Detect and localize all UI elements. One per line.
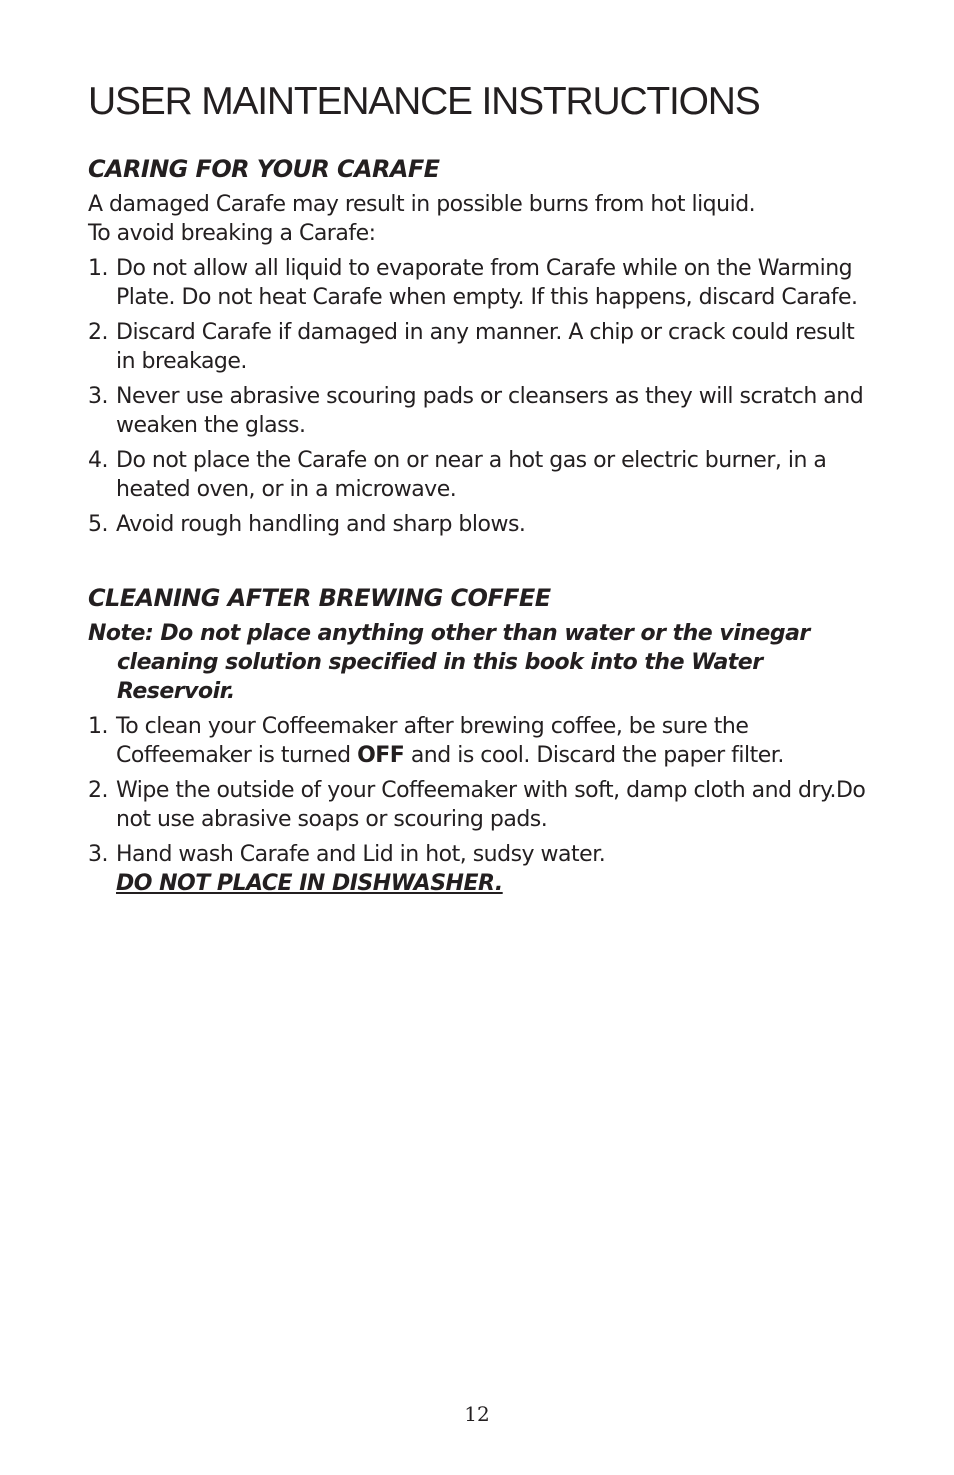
list-item [88,318,878,376]
list-item-text: Wipe the outside of your Coffeemaker with soft, damp cloth and dry.Do not use abrasive soaps or scouring pads. [116,778,866,832]
dishwasher-warning: DO NOT PLACE IN DISHWASHER. [116,871,503,896]
list-item-number: 5. [88,512,108,537]
list-item-text: Never use abrasive scouring pads or cleansers as they will scratch and weaken the glass. [116,384,864,438]
list-item-number: 2. [88,320,108,345]
list-item-text: Avoid rough handling and sharp blows. [116,512,526,537]
list-item-number: 2. [88,778,108,803]
cleaning-note: Note: Do not place anything other than water or the vinegar cleaning solution specified in this book into the Water Reservoir. [88,621,810,704]
list-item-number: 3. [88,384,108,409]
carafe-intro [88,190,878,248]
list-item-text: Do not place the Carafe on or near a hot gas or electric burner, in a heated oven, or in a microwave. [116,448,827,502]
list-item-text: Discard Carafe if damaged in any manner. A chip or crack could result in breakage. [116,320,855,374]
list-item [88,840,878,898]
carafe-intro-line-1: A damaged Carafe may result in possible burns from hot liquid. [88,192,756,217]
list-item-number: 3. [88,842,108,867]
carafe-section-heading: CARING FOR YOUR CARAFE [88,155,440,183]
list-item [88,776,878,834]
list-item-text-start: To clean your Coffeemaker after brewing coffee, be sure the Coffeemaker is turned [116,714,749,768]
document-page [88,78,878,904]
off-emphasis: OFF [357,743,405,768]
carafe-intro-line-2: To avoid breaking a Carafe: [88,221,376,246]
list-item-number: 1. [88,256,108,281]
list-item-number: 4. [88,448,108,473]
list-item [88,510,878,539]
section-spacer [88,545,878,583]
list-item-text-start: Hand wash Carafe and Lid in hot, sudsy water. [116,842,606,867]
list-item-text [116,712,878,770]
list-item [88,446,878,504]
cleaning-section-heading: CLEANING AFTER BREWING COFFEE [88,584,551,612]
list-item [88,254,878,312]
list-item-number: 1. [88,714,108,739]
list-item-text [116,840,878,898]
list-item [88,712,878,770]
list-item [88,382,878,440]
carafe-list [88,254,878,539]
list-item-text-end: and is cool. Discard the paper filter. [404,743,784,768]
list-item-text: Do not allow all liquid to evaporate from Carafe while on the Warming Plate. Do not heat Carafe when empty. If this happens, discard Carafe. [116,256,858,310]
page-number: 12 [464,1402,490,1426]
cleaning-list [88,712,878,898]
page-title: USER MAINTENANCE INSTRUCTIONS [88,80,760,123]
